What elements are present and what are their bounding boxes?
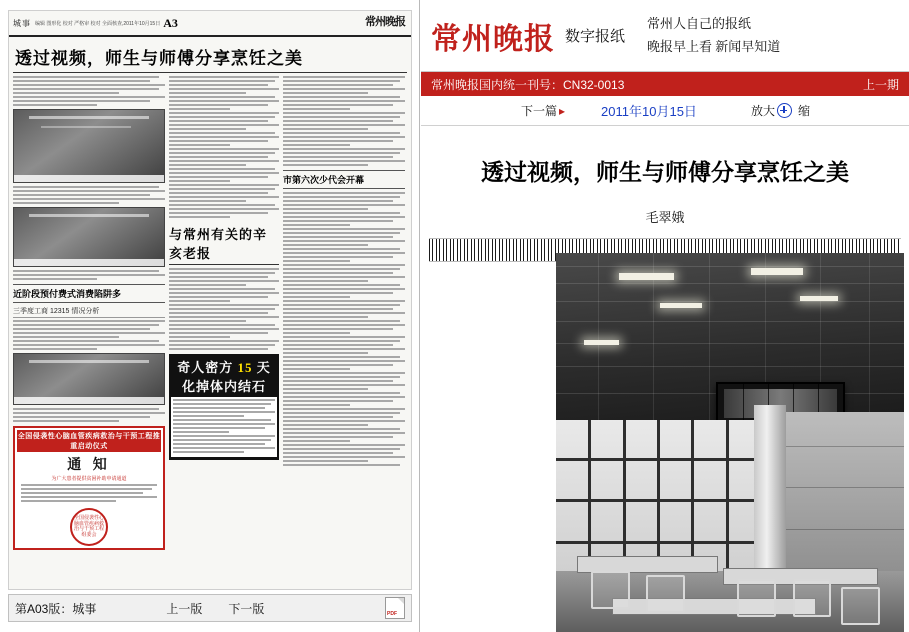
thumbnail-column-1 [13, 76, 165, 550]
ad-body-text [171, 397, 277, 457]
newspaper-page-thumbnail[interactable] [8, 10, 412, 590]
masthead-meta: 编辑 图形化 校对 严格审 校对 全面核查,2011年10月15日 [35, 20, 161, 27]
site-masthead [421, 0, 909, 72]
thumbnail-column-2 [169, 76, 279, 550]
thumbnail-columns [13, 76, 407, 550]
next-article-label: 下一篇 [521, 104, 558, 118]
text-block [13, 76, 165, 106]
page-links [166, 600, 264, 617]
thumbnail-photo-1 [13, 109, 165, 183]
ad-stamp-seal: 全国侵袭性心脑血管疾病救治与干预工程组委会 [70, 508, 108, 546]
text-block [169, 268, 279, 350]
photo-chair [591, 571, 630, 609]
brand-title[interactable]: 常州晚报 [431, 22, 555, 56]
thumbnail-ad-stone[interactable] [169, 354, 279, 460]
pdf-download-icon[interactable] [385, 597, 405, 619]
zoom-in-icon [777, 103, 792, 118]
masthead-page-code: A3 [163, 15, 178, 30]
photo-chair [737, 579, 776, 617]
thumbnail-subhead-shaodai[interactable]: 市第六次少代会开幕 [283, 170, 405, 189]
text-block [13, 408, 165, 422]
zoom-in-label: 放大 [750, 104, 775, 118]
thumbnail-column-3 [283, 76, 405, 550]
thumbnail-subhead-xinhai[interactable]: 与常州有关的辛亥老报 [169, 222, 279, 265]
text-block [169, 76, 279, 218]
text-block [283, 76, 405, 166]
photo-chair [646, 575, 685, 613]
thumbnail-body [9, 37, 411, 589]
photo-window-wall [556, 420, 758, 579]
text-block [13, 320, 165, 350]
ad-headline-number: 15 [237, 360, 253, 375]
thumbnail-photo-2 [13, 207, 165, 267]
page-preview-pane [0, 0, 420, 632]
text-block [283, 192, 405, 466]
article-pane [421, 0, 909, 632]
article-author: 毛翠娥 [645, 210, 685, 225]
article-photo [556, 253, 904, 632]
ad-headline-suffix: 天化掉体内结石 [181, 360, 271, 394]
photo-table [612, 598, 816, 615]
slogan-line-2: 晚报早上看 新闻早知道 [647, 38, 781, 54]
site-slogan [647, 13, 780, 57]
next-article-link[interactable] [521, 102, 565, 119]
ad-subtext: 为广大患者提供贫困补助申请通道 [51, 476, 127, 482]
masthead-logo: 常州晚报 [365, 16, 405, 28]
prev-page-link[interactable]: 上一版 [166, 601, 203, 616]
article-nav-bar [421, 96, 909, 126]
article-title: 透过视频，师生与师傅分享烹饪之美 [481, 160, 849, 185]
brand-subtitle: 数字报纸 [565, 29, 626, 45]
text-block [13, 270, 165, 280]
ad-banner-text: 全国侵袭性心脑血管疾病救治与干预工程推重启动仪式 [17, 430, 161, 452]
prev-issue-link[interactable]: 上一期 [862, 77, 899, 92]
photo-pillar [754, 405, 785, 587]
current-page-label: 第A03版：城事 [15, 601, 97, 616]
zoom-in-control[interactable] [751, 102, 792, 119]
thumbnail-headline[interactable]: 透过视频，师生与师傅分享烹饪之美 [13, 40, 407, 73]
thumbnail-subhead-12315[interactable]: 近阶段预付费式消费陷阱多 [13, 284, 165, 303]
next-page-link[interactable]: 下一版 [228, 601, 265, 616]
page-navigation-toolbar [8, 594, 412, 622]
thumbnail-masthead [9, 11, 411, 37]
thumbnail-photo-3 [13, 353, 165, 405]
thumbnail-kicker: 三季度工商 12315 情况分析 [13, 306, 165, 318]
ad-text-block [17, 482, 161, 506]
slogan-line-1: 常州人自己的报纸 [647, 16, 752, 32]
zoom-out-label[interactable]: 缩 [797, 104, 810, 118]
next-article-arrow-icon: ▸ [559, 104, 566, 118]
issn-bar [421, 72, 909, 96]
thumbnail-ad-notice[interactable] [13, 426, 165, 550]
photo-right-wall [786, 412, 904, 579]
ad-headline [171, 357, 277, 395]
text-block [13, 186, 165, 204]
ad-headline-prefix: 奇人密方 [177, 360, 234, 375]
photo-chair [841, 587, 880, 625]
issue-date-link[interactable]: 2011年10月15日 [601, 104, 697, 119]
photo-chair [793, 579, 832, 617]
issn-text: 常州晚报国内统一刊号：CN32-0013 [431, 77, 625, 92]
masthead-section-label: 城事 [13, 18, 31, 28]
ad-title: 通 知 [67, 458, 111, 473]
